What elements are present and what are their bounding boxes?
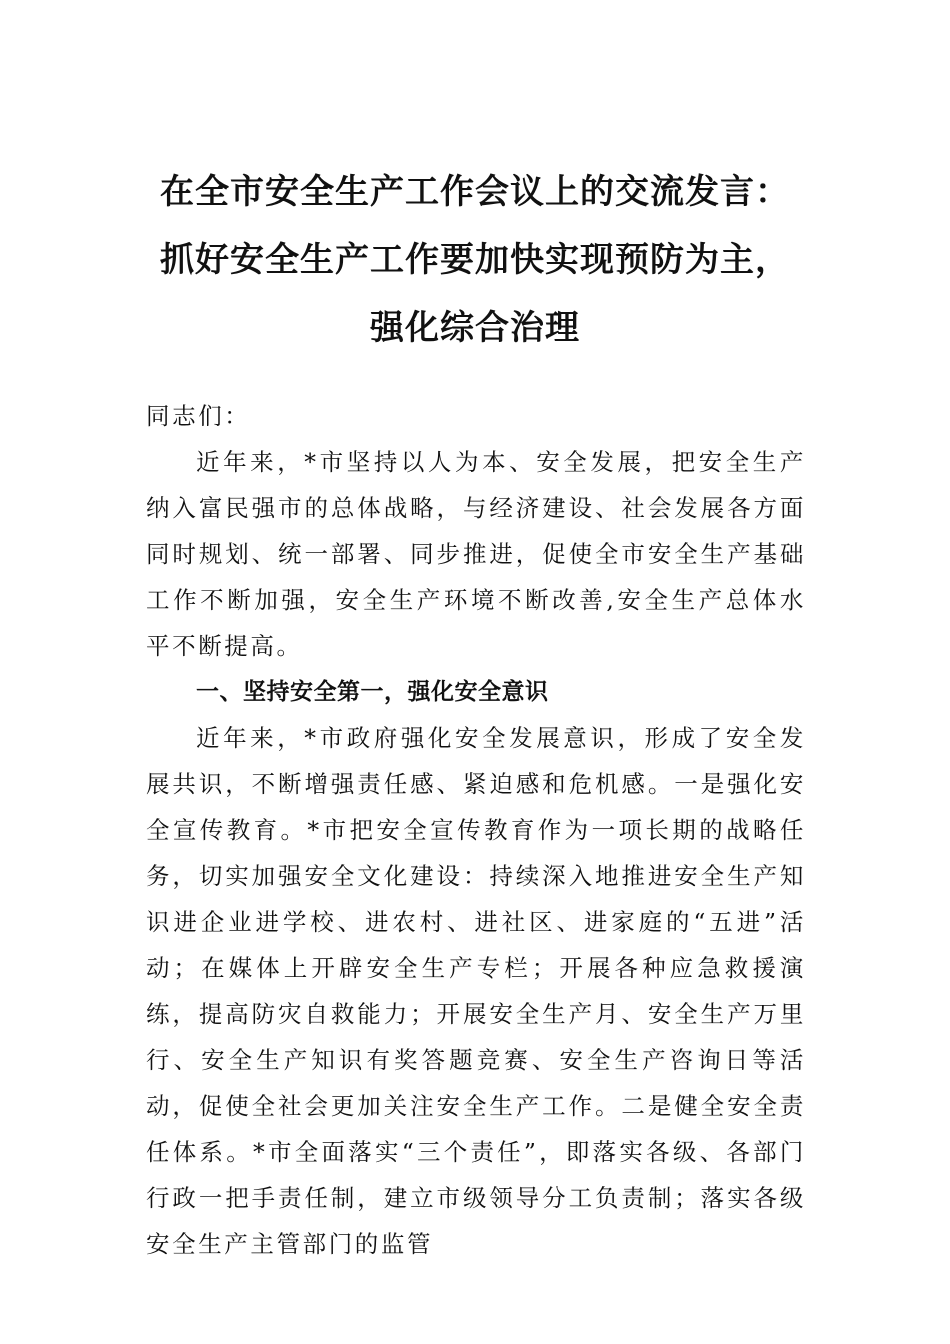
title-line-2: 抓好安全生产工作要加快实现预防为主， [160, 240, 790, 280]
salutation: 同志们： [146, 402, 251, 430]
section-1-heading: 一、坚持安全第一，强化安全意识 [196, 679, 549, 705]
document-body [146, 393, 806, 1267]
section-1-paragraph: 近年来，*市政府强化安全发展意识，形成了安全发展共识，不断增强责任感、紧迫感和危机感。一是强化安全宣传教育。*市把安全宣传教育作为一项长期的战略任务，切实加强安全文化建设：持续深入地推进安全生产知识进企业进学校、进农村、进社区、进家庭的“五进”活动；在媒体上开辟安全生产专栏；开展各种应急救援演练，提高防灾自救能力；开展安全生产月、安全生产万里行、安全生产知识有奖答题竞赛、安全生产咨询日等活动，促使全社会更加关注安全生产工作。二是健全安全责任体系。*市全面落实“三个责任”，即落实各级、各部门行政一把手责任制，建立市级领导分工负责制；落实各级安全生产主管部门的监管 [146, 724, 806, 1258]
document-title [120, 158, 830, 362]
intro-paragraph: 近年来，*市坚持以人为本、安全发展，把安全生产纳入富民强市的总体战略，与经济建设、社会发展各方面同时规划、统一部署、同步推进，促使全市安全生产基础工作不断加强，安全生产环境不断改善,安全生产总体水平不断提高。 [146, 448, 806, 660]
title-line-1: 在全市安全生产工作会议上的交流发言： [160, 172, 790, 212]
title-line-3: 强化综合治理 [370, 308, 580, 348]
